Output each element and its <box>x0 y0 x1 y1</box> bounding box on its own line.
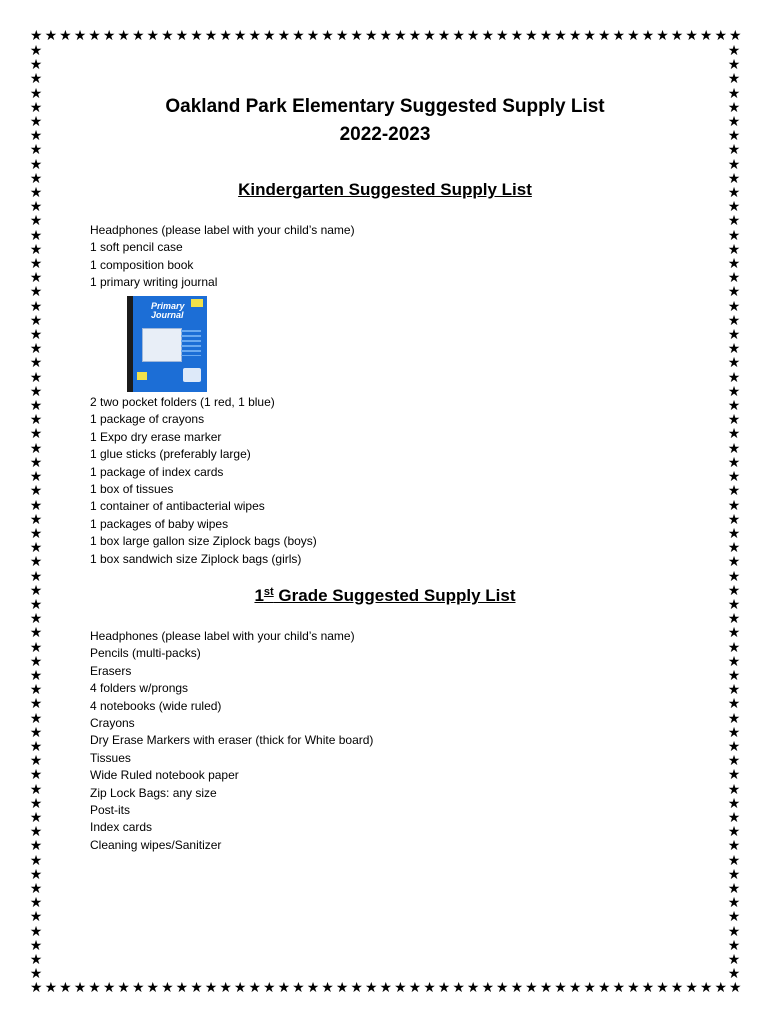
star-icon: ★ <box>539 980 553 996</box>
star-icon: ★ <box>727 454 741 471</box>
star-icon: ★ <box>539 28 553 44</box>
star-icon: ★ <box>59 980 72 996</box>
star-icon: ★ <box>727 71 741 88</box>
star-icon: ★ <box>29 781 43 798</box>
star-icon: ★ <box>656 28 669 44</box>
star-icon: ★ <box>29 298 43 315</box>
star-icon: ★ <box>729 980 742 996</box>
star-icon: ★ <box>29 454 43 471</box>
first-grade-list <box>90 628 373 854</box>
star-icon: ★ <box>29 142 43 159</box>
star-icon: ★ <box>29 355 43 372</box>
star-icon: ★ <box>727 369 741 386</box>
star-icon: ★ <box>277 28 291 44</box>
star-icon: ★ <box>408 28 422 44</box>
star-icon: ★ <box>29 341 43 358</box>
list-item: Wide Ruled notebook paper <box>90 768 239 783</box>
star-icon: ★ <box>727 852 741 869</box>
star-icon: ★ <box>29 497 43 514</box>
star-icon: ★ <box>727 312 741 329</box>
star-icon: ★ <box>727 724 741 741</box>
star-icon: ★ <box>29 866 43 883</box>
star-icon: ★ <box>727 440 741 457</box>
star-icon: ★ <box>714 980 727 996</box>
star-icon: ★ <box>59 28 72 44</box>
star-icon: ★ <box>727 966 741 983</box>
star-icon: ★ <box>219 980 232 996</box>
star-icon: ★ <box>727 241 741 258</box>
star-icon: ★ <box>727 170 741 187</box>
star-icon: ★ <box>394 28 407 44</box>
star-icon: ★ <box>727 540 741 557</box>
star-icon: ★ <box>727 596 741 613</box>
star-icon: ★ <box>29 753 43 770</box>
star-icon: ★ <box>29 767 43 784</box>
star-icon: ★ <box>727 469 741 486</box>
star-icon: ★ <box>29 952 43 968</box>
star-icon: ★ <box>29 270 43 287</box>
list-item: 1 box sandwich size Ziplock bags (girls) <box>90 551 302 566</box>
star-icon: ★ <box>727 710 741 727</box>
list-item: Post-its <box>90 803 131 818</box>
star-icon: ★ <box>727 43 741 59</box>
star-icon: ★ <box>727 753 741 770</box>
star-icon: ★ <box>29 596 43 613</box>
star-icon: ★ <box>727 227 741 244</box>
star-icon: ★ <box>510 980 524 996</box>
star-icon: ★ <box>88 980 101 996</box>
star-icon: ★ <box>29 625 43 642</box>
star-icon: ★ <box>727 696 741 713</box>
star-icon: ★ <box>727 781 741 798</box>
star-icon: ★ <box>554 980 567 996</box>
star-icon: ★ <box>727 398 741 415</box>
journal-sketch-area <box>142 328 182 362</box>
star-icon: ★ <box>727 611 741 628</box>
star-icon: ★ <box>727 866 741 883</box>
star-icon: ★ <box>29 170 43 187</box>
star-icon: ★ <box>727 937 741 954</box>
star-icon: ★ <box>335 980 349 996</box>
star-icon: ★ <box>44 28 58 44</box>
star-icon: ★ <box>350 28 363 44</box>
star-icon: ★ <box>656 980 669 996</box>
list-item: 1 soft pencil case <box>90 240 183 255</box>
star-icon: ★ <box>510 28 524 44</box>
star-icon: ★ <box>685 980 698 996</box>
star-icon: ★ <box>727 483 741 500</box>
star-icon: ★ <box>727 568 741 585</box>
star-icon: ★ <box>29 114 43 131</box>
list-item: 1 box of tissues <box>90 482 174 497</box>
star-icon: ★ <box>452 28 465 44</box>
star-icon: ★ <box>727 99 741 116</box>
star-icon: ★ <box>131 980 145 996</box>
star-icon: ★ <box>727 767 741 784</box>
star-icon: ★ <box>29 525 43 542</box>
star-icon: ★ <box>466 980 480 996</box>
list-item: Index cards <box>90 820 153 835</box>
list-item: 4 notebooks (wide ruled) <box>90 698 222 713</box>
primary-journal-image <box>127 296 207 392</box>
star-icon: ★ <box>727 952 741 968</box>
star-icon: ★ <box>29 895 43 912</box>
star-icon: ★ <box>321 28 334 44</box>
star-icon: ★ <box>161 28 174 44</box>
star-icon: ★ <box>612 980 626 996</box>
star-icon: ★ <box>568 28 582 44</box>
star-icon: ★ <box>29 554 43 571</box>
list-item: Headphones (please label with your child’s name) <box>90 223 355 237</box>
star-icon: ★ <box>29 611 43 628</box>
list-item: Crayons <box>90 716 135 731</box>
page-title: Oakland Park Elementary Suggested Supply List <box>165 96 605 117</box>
star-icon: ★ <box>29 710 43 727</box>
star-icon: ★ <box>627 980 640 996</box>
star-icon: ★ <box>29 838 43 855</box>
star-icon: ★ <box>102 28 116 44</box>
star-icon: ★ <box>29 440 43 457</box>
star-icon: ★ <box>29 383 43 400</box>
list-item: Pencils (multi-packs) <box>90 646 201 661</box>
star-icon: ★ <box>102 980 116 996</box>
star-icon: ★ <box>612 28 626 44</box>
star-icon: ★ <box>161 980 174 996</box>
list-item: 1 composition book <box>90 257 194 272</box>
star-icon: ★ <box>29 667 43 684</box>
star-icon: ★ <box>364 28 378 44</box>
star-icon: ★ <box>727 185 741 202</box>
star-icon: ★ <box>29 327 43 344</box>
journal-mark <box>137 372 147 380</box>
star-icon: ★ <box>29 241 43 258</box>
star-icon: ★ <box>29 852 43 869</box>
star-icon: ★ <box>727 142 741 159</box>
list-item: 2 two pocket folders (1 red, 1 blue) <box>90 395 275 409</box>
star-icon: ★ <box>423 980 436 996</box>
star-icon: ★ <box>29 653 43 670</box>
first-grade-heading <box>0 582 770 606</box>
star-icon: ★ <box>727 57 741 74</box>
star-icon: ★ <box>29 43 43 59</box>
star-icon: ★ <box>727 824 741 841</box>
star-icon: ★ <box>350 980 363 996</box>
star-icon: ★ <box>88 28 101 44</box>
star-icon: ★ <box>394 980 407 996</box>
star-icon: ★ <box>29 568 43 585</box>
star-icon: ★ <box>525 28 538 44</box>
star-icon: ★ <box>727 355 741 372</box>
star-icon: ★ <box>117 28 130 44</box>
star-icon: ★ <box>727 667 741 684</box>
star-icon: ★ <box>727 880 741 897</box>
star-icon: ★ <box>29 71 43 88</box>
star-icon: ★ <box>727 639 741 656</box>
star-icon: ★ <box>277 980 291 996</box>
list-item: 1 container of antibacterial wipes <box>90 499 265 514</box>
star-icon: ★ <box>29 128 43 145</box>
star-icon: ★ <box>481 980 494 996</box>
heading-ordinal-suffix: st <box>263 586 274 598</box>
star-icon: ★ <box>292 980 305 996</box>
heading-number: 1 <box>254 586 264 605</box>
list-item: 1 primary writing journal <box>90 275 218 290</box>
star-icon: ★ <box>568 980 582 996</box>
star-icon: ★ <box>29 412 43 429</box>
star-icon: ★ <box>699 28 713 44</box>
star-icon: ★ <box>727 341 741 358</box>
star-icon: ★ <box>29 213 43 230</box>
star-icon: ★ <box>554 28 567 44</box>
star-icon: ★ <box>727 682 741 699</box>
star-icon: ★ <box>233 28 247 44</box>
list-item: 1 Expo dry erase marker <box>90 429 222 444</box>
star-icon: ★ <box>727 270 741 287</box>
star-icon: ★ <box>727 128 741 145</box>
star-icon: ★ <box>437 980 451 996</box>
star-icon: ★ <box>379 980 393 996</box>
star-icon: ★ <box>29 540 43 557</box>
star-icon: ★ <box>379 28 393 44</box>
star-icon: ★ <box>685 28 698 44</box>
star-icon: ★ <box>727 809 741 826</box>
star-icon: ★ <box>29 582 43 599</box>
star-icon: ★ <box>727 923 741 940</box>
star-icon: ★ <box>73 980 87 996</box>
star-icon: ★ <box>364 980 378 996</box>
star-icon: ★ <box>29 824 43 841</box>
star-icon: ★ <box>727 298 741 315</box>
list-item: Headphones (please label with your child’s name) <box>90 629 355 643</box>
star-icon: ★ <box>29 85 43 102</box>
star-icon: ★ <box>44 980 58 996</box>
list-item: 1 package of index cards <box>90 464 224 479</box>
list-item: Tissues <box>90 750 131 765</box>
list-item: 4 folders w/prongs <box>90 681 189 696</box>
list-item: Cleaning wipes/Sanitizer <box>90 837 222 852</box>
star-icon: ★ <box>29 483 43 500</box>
star-icon: ★ <box>29 312 43 329</box>
star-icon: ★ <box>583 980 596 996</box>
star-icon: ★ <box>248 28 261 44</box>
star-icon: ★ <box>727 554 741 571</box>
star-icon: ★ <box>29 738 43 755</box>
star-icon: ★ <box>627 28 640 44</box>
star-icon: ★ <box>727 909 741 926</box>
star-icon: ★ <box>729 28 742 44</box>
star-icon: ★ <box>408 980 422 996</box>
star-icon: ★ <box>727 85 741 102</box>
star-icon: ★ <box>727 213 741 230</box>
star-icon: ★ <box>583 28 596 44</box>
star-icon: ★ <box>727 383 741 400</box>
star-icon: ★ <box>263 980 276 996</box>
star-icon: ★ <box>29 369 43 386</box>
star-icon: ★ <box>29 639 43 656</box>
star-icon: ★ <box>727 895 741 912</box>
star-icon: ★ <box>727 525 741 542</box>
heading-text: Grade Suggested Supply List <box>273 586 516 605</box>
star-icon: ★ <box>30 28 43 44</box>
star-icon: ★ <box>248 980 261 996</box>
star-icon: ★ <box>525 980 538 996</box>
list-item: 1 box large gallon size Ziplock bags (boys) <box>90 534 317 549</box>
star-icon: ★ <box>204 28 218 44</box>
star-icon: ★ <box>727 156 741 173</box>
star-icon: ★ <box>29 511 43 528</box>
journal-logo <box>183 368 201 382</box>
list-item: 1 glue sticks (preferably large) <box>90 447 251 462</box>
star-icon: ★ <box>29 426 43 443</box>
star-icon: ★ <box>321 980 334 996</box>
star-icon: ★ <box>29 880 43 897</box>
star-icon: ★ <box>670 28 684 44</box>
star-icon: ★ <box>29 256 43 273</box>
star-icon: ★ <box>423 28 436 44</box>
star-icon: ★ <box>190 980 203 996</box>
star-icon: ★ <box>727 199 741 216</box>
star-icon: ★ <box>496 28 509 44</box>
star-icon: ★ <box>292 28 305 44</box>
star-icon: ★ <box>597 28 611 44</box>
star-icon: ★ <box>29 696 43 713</box>
star-icon: ★ <box>727 412 741 429</box>
star-icon: ★ <box>29 682 43 699</box>
star-icon: ★ <box>727 795 741 812</box>
star-icon: ★ <box>29 909 43 926</box>
star-icon: ★ <box>496 980 509 996</box>
star-icon: ★ <box>29 284 43 301</box>
star-icon: ★ <box>29 57 43 74</box>
star-border-top <box>30 28 742 44</box>
star-icon: ★ <box>670 980 684 996</box>
list-item: 1 package of crayons <box>90 412 205 427</box>
star-icon: ★ <box>727 114 741 131</box>
star-icon: ★ <box>641 980 655 996</box>
star-icon: ★ <box>131 28 145 44</box>
star-icon: ★ <box>175 28 189 44</box>
list-item: Erasers <box>90 663 132 678</box>
star-icon: ★ <box>306 28 320 44</box>
star-icon: ★ <box>204 980 218 996</box>
star-icon: ★ <box>466 28 480 44</box>
star-icon: ★ <box>597 980 611 996</box>
kindergarten-list-continued <box>90 394 317 568</box>
star-icon: ★ <box>727 625 741 642</box>
star-icon: ★ <box>175 980 189 996</box>
journal-ruled-lines <box>181 330 201 356</box>
list-item: 1 packages of baby wipes <box>90 516 229 531</box>
star-border-bottom <box>30 980 742 996</box>
star-icon: ★ <box>29 795 43 812</box>
star-icon: ★ <box>29 156 43 173</box>
star-icon: ★ <box>29 724 43 741</box>
star-icon: ★ <box>641 28 655 44</box>
star-icon: ★ <box>727 284 741 301</box>
star-icon: ★ <box>29 469 43 486</box>
star-icon: ★ <box>29 809 43 826</box>
star-icon: ★ <box>727 511 741 528</box>
star-icon: ★ <box>29 966 43 983</box>
star-icon: ★ <box>335 28 349 44</box>
star-icon: ★ <box>727 838 741 855</box>
star-icon: ★ <box>727 426 741 443</box>
star-icon: ★ <box>233 980 247 996</box>
star-icon: ★ <box>146 28 160 44</box>
star-icon: ★ <box>146 980 160 996</box>
star-icon: ★ <box>29 923 43 940</box>
star-icon: ★ <box>29 227 43 244</box>
star-icon: ★ <box>727 327 741 344</box>
star-icon: ★ <box>190 28 203 44</box>
star-icon: ★ <box>727 653 741 670</box>
star-icon: ★ <box>263 28 276 44</box>
star-icon: ★ <box>727 256 741 273</box>
star-icon: ★ <box>29 99 43 116</box>
star-icon: ★ <box>699 980 713 996</box>
star-icon: ★ <box>727 497 741 514</box>
kindergarten-heading: Kindergarten Suggested Supply List <box>238 180 532 199</box>
star-icon: ★ <box>481 28 494 44</box>
list-item: Dry Erase Markers with eraser (thick for White board) <box>90 733 374 748</box>
kindergarten-list <box>90 222 355 292</box>
star-icon: ★ <box>29 937 43 954</box>
star-icon: ★ <box>437 28 451 44</box>
star-icon: ★ <box>714 28 727 44</box>
star-icon: ★ <box>117 980 130 996</box>
star-icon: ★ <box>219 28 232 44</box>
list-item: Zip Lock Bags: any size <box>90 785 217 800</box>
star-icon: ★ <box>29 398 43 415</box>
star-icon: ★ <box>727 582 741 599</box>
star-icon: ★ <box>73 28 87 44</box>
journal-cover-title: Primary Journal <box>151 301 185 320</box>
star-icon: ★ <box>727 738 741 755</box>
school-year: 2022-2023 <box>339 124 431 145</box>
star-icon: ★ <box>306 980 320 996</box>
star-icon: ★ <box>29 199 43 216</box>
star-icon: ★ <box>29 185 43 202</box>
star-icon: ★ <box>30 980 43 996</box>
star-icon: ★ <box>452 980 465 996</box>
